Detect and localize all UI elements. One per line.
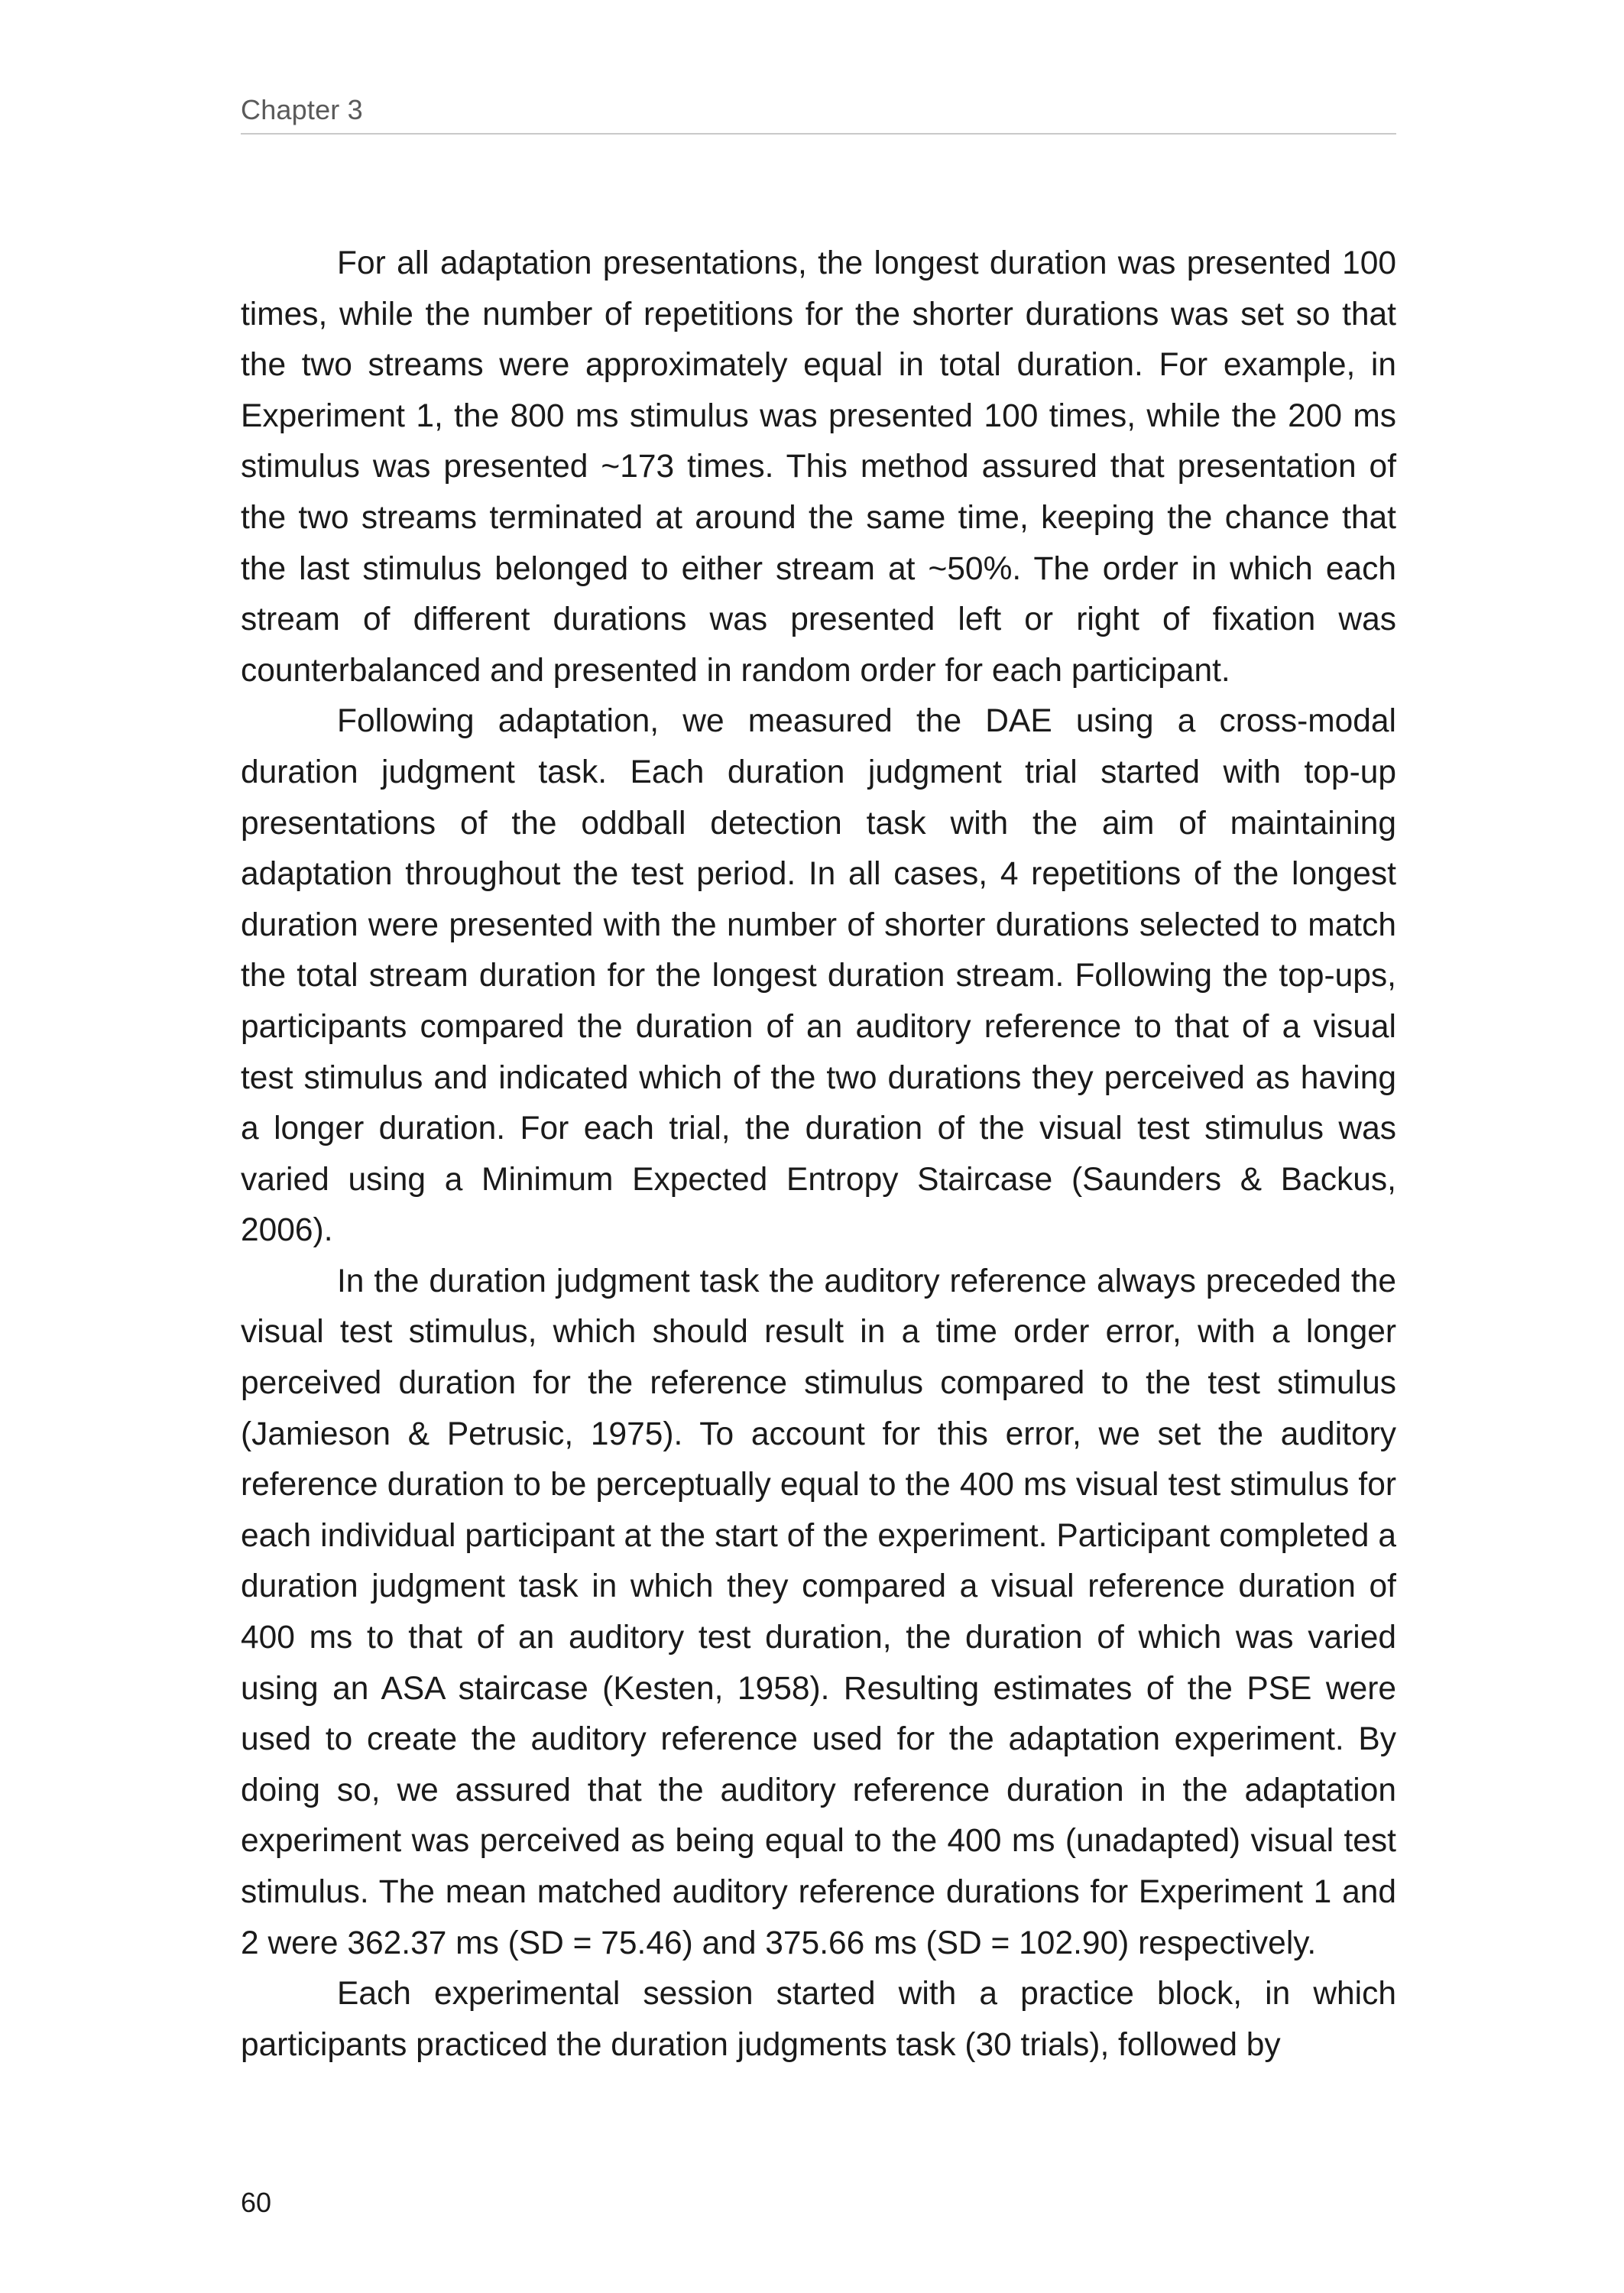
page-number: 60 (241, 2187, 272, 2218)
body-text (241, 238, 1396, 2071)
paragraph-auditory-reference: In the duration judgment task the auditory reference always preceded the visual test stimulus, which should result in a time order error, with a longer perceived duration for the reference stimulus compared to the test stimulus (Jamieson & Petrusic, 1975). To account for this error, we set the auditory reference duration to be perceptually equal to the 400 ms visual test stimulus for each individual participant at the start of the experiment. Participant completed a duration judgment task in which they compared a visual reference duration of 400 ms to that of an auditory test duration, the duration of which was varied using an ASA staircase (Kesten, 1958). Resulting estimates of the PSE were used to create the auditory reference used for the adaptation experiment. By doing so, we assured that the auditory reference duration in the adaptation experiment was perceived as being equal to the 400 ms (unadapted) visual test stimulus. The mean matched auditory reference durations for Experiment 1 and 2 were 362.37 ms (SD = 75.46) and 375.66 ms (SD = 102.90) respectively. (241, 1263, 1396, 1961)
paragraph-duration-judgment-task: Following adaptation, we measured the DAE using a cross-modal duration judgment task. Each duration judgment trial started with top-up presentations of the oddball detection task with the aim of maintaining adaptation throughout the test period. In all cases, 4 repetitions of the longest duration were presented with the number of shorter durations selected to match the total stream duration for the longest duration stream. Following the top-ups, participants compared the duration of an auditory reference to that of a visual test stimulus and indicated which of the two durations they perceived as having a longer duration. For each trial, the duration of the visual test stimulus was varied using a Minimum Expected Entropy Staircase (Saunders & Backus, 2006). (241, 703, 1396, 1249)
running-header (241, 90, 1396, 135)
paragraph-adaptation-presentations: For all adaptation presentations, the longest duration was presented 100 times, while the number of repetitions for the shorter durations was set so that the two streams were approximately equal in total duration. For example, in Experiment 1, the 800 ms stimulus was presented 100 times, while the 200 ms stimulus was presented ~173 times. This method assured that presentation of the two streams terminated at around the same time, keeping the chance that the last stimulus belonged to either stream at ~50%. The order in which each stream of different durations was presented left or right of fixation was counterbalanced and presented in random order for each participant. (241, 245, 1396, 689)
paragraph-practice-block: Each experimental session started with a practice block, in which participants practiced the duration judgments task (30 trials), followed by (241, 1976, 1396, 2063)
chapter-title: Chapter 3 (241, 94, 363, 125)
